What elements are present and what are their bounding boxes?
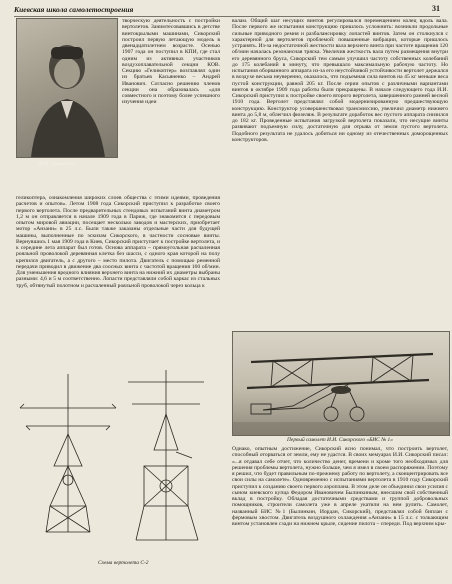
portrait-photo bbox=[16, 18, 118, 167]
portrait-caption: И.И. Сикорский bbox=[39, 161, 76, 167]
text-right-column-bottom: Однако, опытным достижение, Сикорский ясно понимал, что построить вертолет, способный оторваться от земли, ему не удастся. В своих мемуарах И.И. Сикорский писал: «...я отдавал себе отчет, что количество денег, времени и кроме того необходимых для решения проблемы вертолета, нужно больше, чем я имел в своем распоряжении. Поэтому я решил, что будет правильным по-прежнему работу по вертолету, а сконцентрировать все свои силы на самолете». Одновременно с испытаниями вертолета в 1910 году Сикорский приступил к созданию своего первого аэроплана. В этом деле он объединил свои усилия с сыном киевского купца Федором Ивановичем Былинкиным, внесшим свой собственный вклад в постройку. Обладая достаточными средствами и группой добровольных помощников, строители самолета уже в апреле укатили на нем рулить. Самолет, названный БИС №1 (Былинкин, Иордан, Сикорский), представлял собой биплан с фермовым хвостом. Двигатель воздушного охлаждения «Анзани» в 15 л.с. с толкающим винтом установлен сзади на нижнем крыле, сидение пилота – спереди. Под верхним кры- bbox=[232, 446, 448, 527]
helicopter-diagram bbox=[16, 356, 220, 560]
text-right-column-top: валам. Общий шаг несущих винтов регулировался перемещением колец вдоль вала. После первого же испытания конструкцию пришлось усложнить: возникли продольные сильные приводного ремня и разбалансировку лопастей винтов. Затем он столкнулся с характерной для вертолетов проблемой: повышенные вибрации, которые пришлось устранять. Из-за недостаточной жесткости вала верхнего винта при частоте вращения 120 об/мин началась резонансная тряска. Увеличив жесткость вала путем размещения внутри его деревянного бруса, Сикорский тем самым улучшил частоту собственных колебаний до 175 колебаний в минуту, что превышало максимальную рабочую частоту. Но испытания оборванного аппарата из-за его неустойчивой устойчивости вертолет держался в воздухе весьма неуверенно, оказалось, что подъемная сила винтов на 45 кг меньше веса пустой конструкции, равной 205 кг. После серии опытов с различными вариантами винтов в октябре 1909 года работы были прекращены. В начале следующего года И.И. Сикорский приступил к постройке своего второго вертолета, завершенного ранней весной 1910 года. Вертолет представлял собой модернизированную предшествующую конструкцию. Конструктор усовершенствовал трансмиссию, увеличил диаметр нижнего винта до 5,8 м, облегчил фюзеляж. В результате доработок вес пустого аппарата снизился до 182 кг. Проведенные испытания загрузкой вертолета показали, что несущие винты развивают подъемную силу, достаточную для отрыва от земли пустого вертолета. Подобного результата не удалось добиться ни одному из отечественных доморощенных конструкторов. bbox=[232, 18, 448, 143]
biplane-illustration bbox=[233, 332, 449, 435]
airplane-caption: Первый самолет И.И. Сикорского «БИС № 1» bbox=[287, 437, 393, 443]
text-left-column: геликоптера, ознакомления широких слоев общества с этими идеями, проведения расчетов и опытов». Летом 1908 года Сикорский приступил к разработке своего первого вертолета. После предварительных стендовых испытаний винта диаметром 1,2 м он отправляется в начале 1909 года в Париж, где знакомится с передовым опытом мировой авиации, посещает несколько заводов и мастерских, приобретает мотор «Анзани» в 25 л.с. Были также заказаны отдельные части для будущей машины, выполненные по эскизам Сикорского, в частности сосновые винты. Вернувшись 1 мая 1909 года в Киев, Сикорский приступает к постройке вертолета, и к середине лета аппарат был готов. Основа аппарата – прямоугольная расчаленная рояльной проволокой деревянная клетка без шасси, с одного края которой на полу крепился двигатель, а с другого – место пилота. Двигатель с помощью ременной передачи приводил в движение два соосных винта с частотой вращения 160 об/мин. Для уменьшения вредного влияния верхнего винта на нижний их диаметры выбраны разными: 4,6 и 5 м соответственно. Лопасти представляли собой каркас из стальных труб, обтянутый полотном и расчаленный рояльной проволокой через кольца к bbox=[16, 195, 220, 289]
drawing-caption: Схема вертолета С-2 bbox=[98, 560, 149, 566]
header-title: Киевская школа самолетостроения bbox=[14, 5, 134, 14]
page-header bbox=[14, 4, 440, 17]
airplane-photo bbox=[232, 331, 450, 436]
portrait-illustration bbox=[17, 19, 117, 157]
page-number: 31 bbox=[432, 4, 440, 13]
text-narrow-column: творческую деятельность с постройки вертолетов. Занимте́совавшись в детстве винтокрылыми машинами, Сикорский построил первую летающую модель в двенадцатилетнем возрасте. Осенью 1907 года он поступил в КПИ, где стал одним из активных участников воздухоплавательной секции КОВ. Секцию «Геликоптер» возглавлял один из братьев Касьяненко – Андрей Иванович. Согласно решению членов секции она образовалась «для совместного и поэтому более успешного изучения идеи bbox=[122, 18, 220, 106]
